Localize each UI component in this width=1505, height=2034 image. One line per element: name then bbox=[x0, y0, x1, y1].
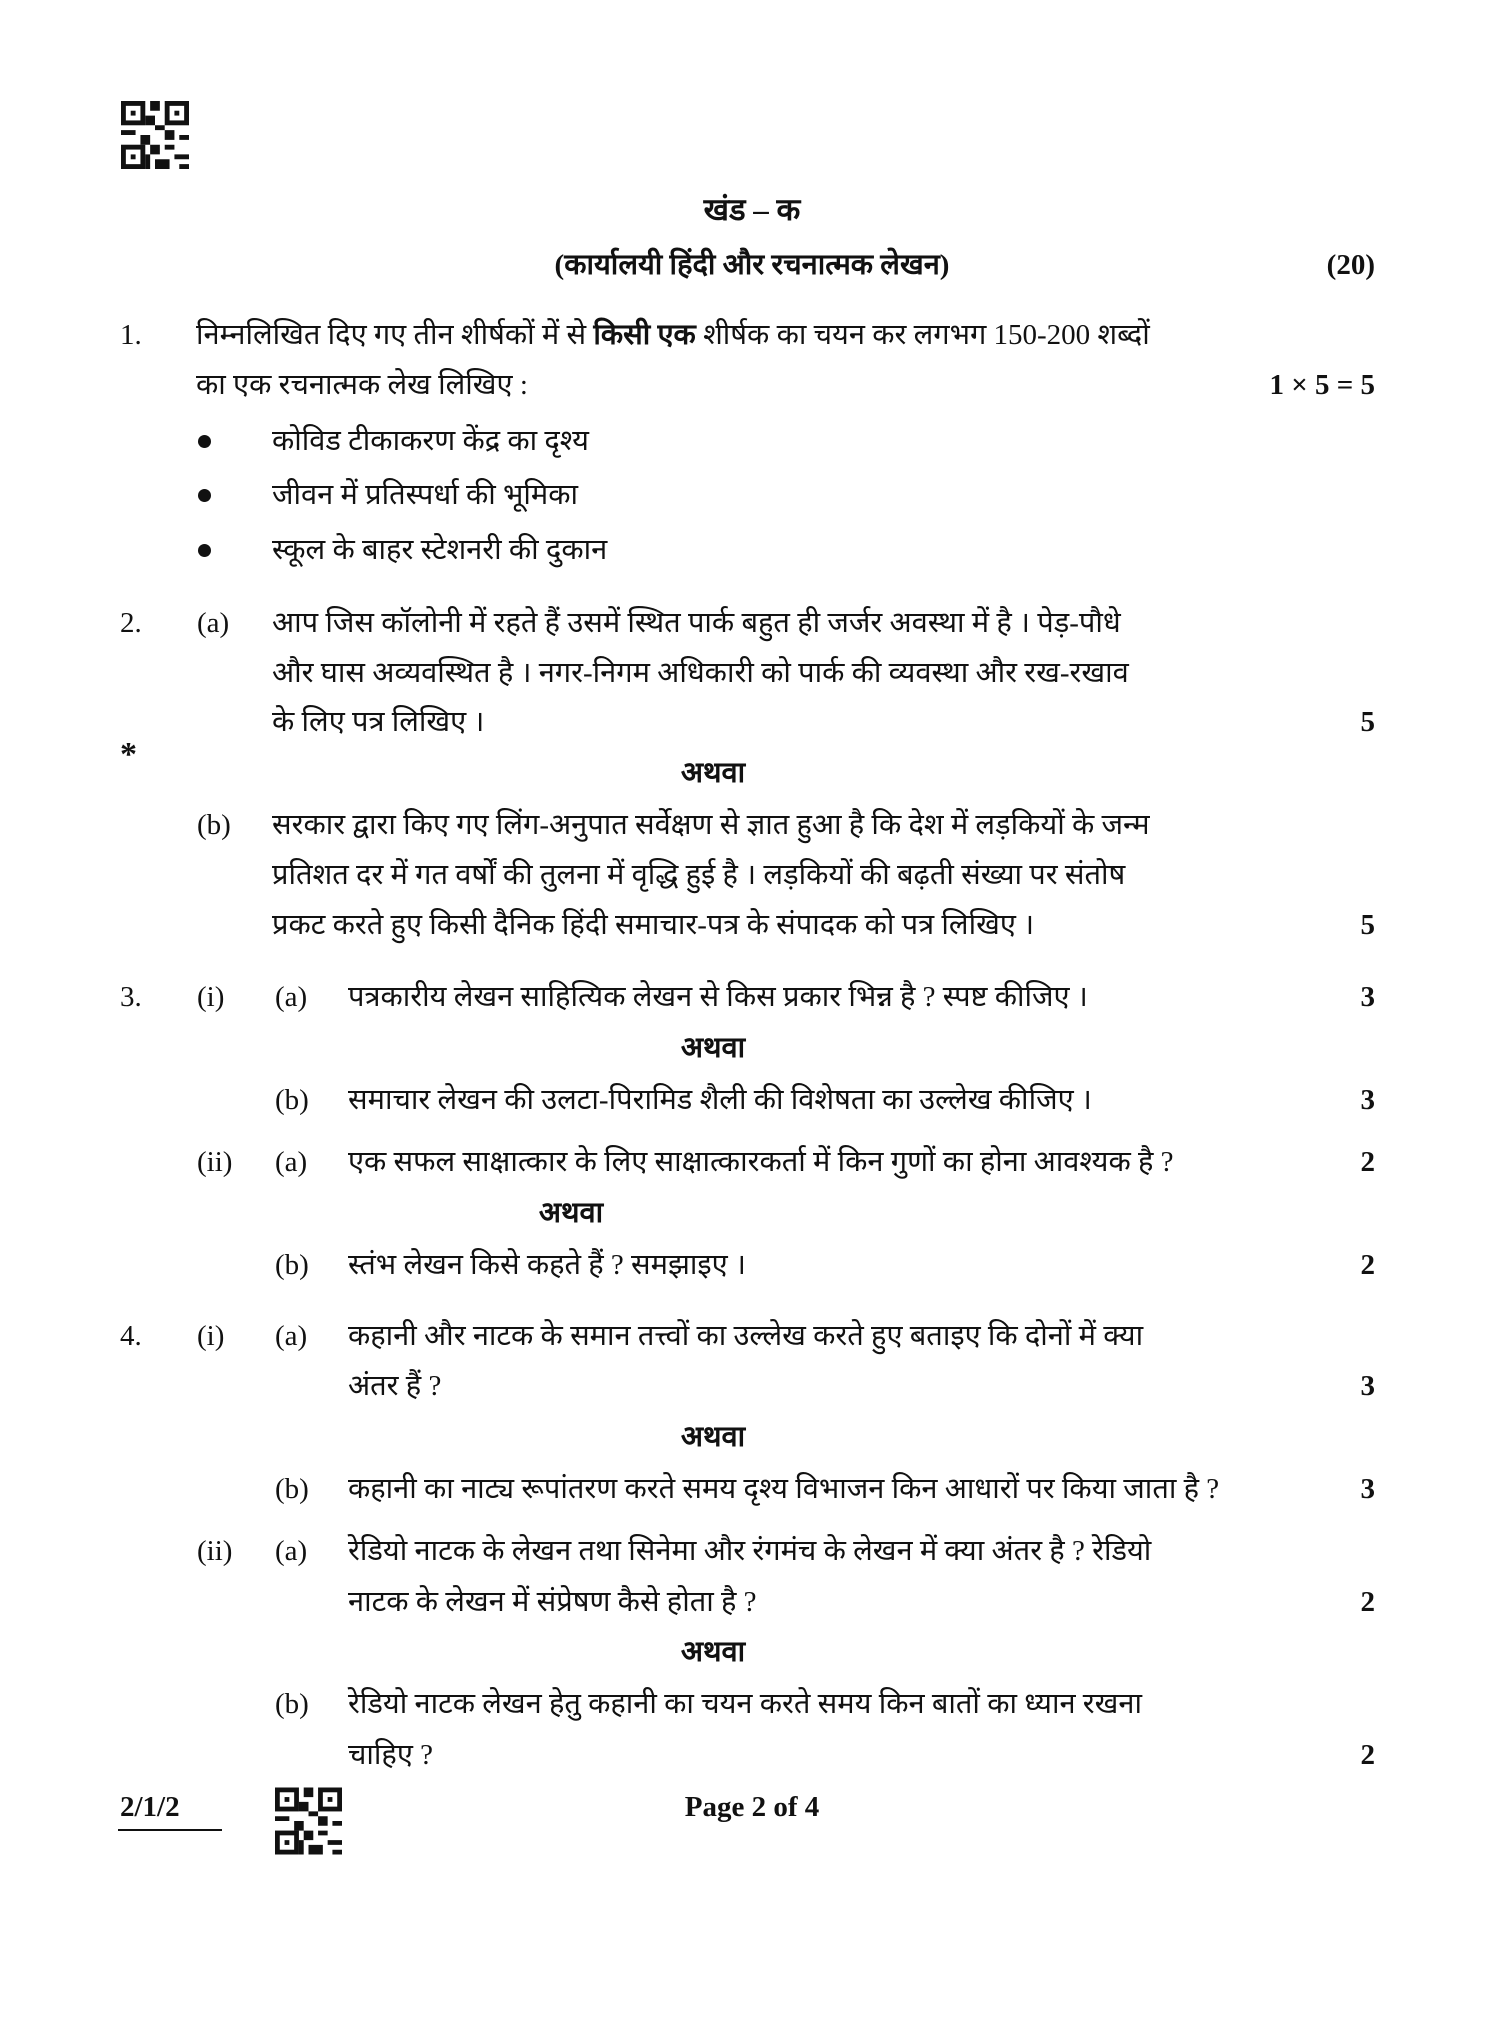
question-text: स्तंभ लेखन किसे कहते हैं ? समझाइए । bbox=[348, 1249, 746, 1281]
bullet-icon bbox=[198, 544, 211, 557]
question-text: प्रतिशत दर में गत वर्षों की तुलना में वृद्धि हुई है । लड़कियों की बढ़ती संख्या पर संतोष bbox=[272, 859, 1126, 891]
marks: 5 bbox=[1360, 909, 1375, 941]
marks: 2 bbox=[1360, 1586, 1375, 1618]
star-marker: * bbox=[120, 736, 137, 773]
part-label: (a) bbox=[197, 607, 230, 639]
marks: 2 bbox=[1360, 1249, 1375, 1281]
question-text: कहानी और नाटक के समान तत्त्वों का उल्लेख करते हुए बताइए कि दोनों में क्या bbox=[348, 1320, 1144, 1352]
marks: 3 bbox=[1360, 1473, 1375, 1505]
question-text: का एक रचनात्मक लेख लिखिए : bbox=[196, 369, 528, 401]
question-text: चाहिए ? bbox=[348, 1739, 433, 1771]
or-divider: अथवा bbox=[680, 1421, 746, 1453]
qr-code-icon bbox=[120, 101, 190, 169]
marks: 3 bbox=[1360, 981, 1375, 1013]
marks: 5 bbox=[1360, 706, 1375, 738]
emphasis: किसी एक bbox=[593, 319, 696, 351]
question-number: 1. bbox=[120, 319, 142, 351]
question-text: के लिए पत्र लिखिए । bbox=[272, 706, 485, 738]
text: निम्नलिखित दिए गए तीन शीर्षकों में से bbox=[196, 319, 594, 351]
question-number: 2. bbox=[120, 607, 142, 639]
question-text: रेडियो नाटक लेखन हेतु कहानी का चयन करते समय किन बातों का ध्यान रखना bbox=[348, 1688, 1142, 1720]
question-text: सरकार द्वारा किए गए लिंग-अनुपात सर्वेक्षण से ज्ञात हुआ है कि देश में लड़कियों के जन्म bbox=[272, 809, 1150, 841]
part-label: (a) bbox=[275, 1535, 308, 1567]
part-label: (a) bbox=[275, 981, 308, 1013]
or-divider: अथवा bbox=[680, 757, 746, 789]
part-label: (b) bbox=[275, 1249, 309, 1281]
question-number: 3. bbox=[120, 981, 142, 1013]
subpart-label: (ii) bbox=[197, 1146, 233, 1178]
part-label: (b) bbox=[197, 809, 231, 841]
qr-code-icon bbox=[275, 1787, 342, 1855]
question-text: समाचार लेखन की उलटा-पिरामिड शैली की विशेषता का उल्लेख कीजिए । bbox=[348, 1084, 1092, 1116]
part-label: (b) bbox=[275, 1084, 309, 1116]
question-text bbox=[196, 315, 1150, 355]
part-label: (b) bbox=[275, 1473, 309, 1505]
topic-option: जीवन में प्रतिस्पर्धा की भूमिका bbox=[272, 479, 579, 511]
or-divider: अथवा bbox=[538, 1197, 604, 1229]
question-text: कहानी का नाट्य रूपांतरण करते समय दृश्य विभाजन किन आधारों पर किया जाता है ? bbox=[348, 1473, 1220, 1505]
subpart-label: (ii) bbox=[197, 1535, 233, 1567]
section-subtitle: (कार्यालयी हिंदी और रचनात्मक लेखन) bbox=[554, 249, 950, 281]
question-text: अंतर हैं ? bbox=[348, 1370, 442, 1402]
question-text: प्रकट करते हुए किसी दैनिक हिंदी समाचार-पत्र के संपादक को पत्र लिखिए । bbox=[272, 909, 1035, 941]
marks: 3 bbox=[1360, 1370, 1375, 1402]
part-label: (a) bbox=[275, 1146, 308, 1178]
topic-option: स्कूल के बाहर स्टेशनरी की दुकान bbox=[272, 534, 608, 566]
question-text: और घास अव्यवस्थित है । नगर-निगम अधिकारी को पार्क की व्यवस्था और रख-रखाव bbox=[272, 657, 1129, 689]
subpart-label: (i) bbox=[197, 1320, 225, 1352]
section-marks: (20) bbox=[1326, 249, 1375, 281]
or-divider: अथवा bbox=[680, 1636, 746, 1668]
question-text: आप जिस कॉलोनी में रहते हैं उसमें स्थित पार्क बहुत ही जर्जर अवस्था में है । पेड़-पौधे bbox=[272, 607, 1121, 639]
marks: 1 × 5 = 5 bbox=[1269, 369, 1375, 401]
part-label: (a) bbox=[275, 1320, 308, 1352]
question-text: एक सफल साक्षात्कार के लिए साक्षात्कारकर्ता में किन गुणों का होना आवश्यक है ? bbox=[348, 1146, 1174, 1178]
marks: 2 bbox=[1360, 1739, 1375, 1771]
question-text: रेडियो नाटक के लेखन तथा सिनेमा और रंगमंच के लेखन में क्या अंतर है ? रेडियो bbox=[348, 1535, 1152, 1567]
paper-code: 2/1/2 bbox=[120, 1791, 180, 1823]
section-title: खंड – क bbox=[703, 192, 801, 227]
subpart-label: (i) bbox=[197, 981, 225, 1013]
marks: 3 bbox=[1360, 1084, 1375, 1116]
bullet-icon bbox=[198, 435, 211, 448]
text: शीर्षक का चयन कर लगभग 150-200 शब्दों bbox=[695, 319, 1150, 351]
question-number: 4. bbox=[120, 1320, 142, 1352]
topic-option: कोविड टीकाकरण केंद्र का दृश्य bbox=[272, 425, 589, 457]
paper-code-underline bbox=[118, 1829, 222, 1831]
page-number: Page 2 of 4 bbox=[684, 1791, 820, 1823]
question-text: नाटक के लेखन में संप्रेषण कैसे होता है ? bbox=[348, 1586, 757, 1618]
marks: 2 bbox=[1360, 1146, 1375, 1178]
or-divider: अथवा bbox=[680, 1032, 746, 1064]
bullet-icon bbox=[198, 489, 211, 502]
question-text: पत्रकारीय लेखन साहित्यिक लेखन से किस प्रकार भिन्न है ? स्पष्ट कीजिए । bbox=[348, 981, 1088, 1013]
part-label: (b) bbox=[275, 1688, 309, 1720]
